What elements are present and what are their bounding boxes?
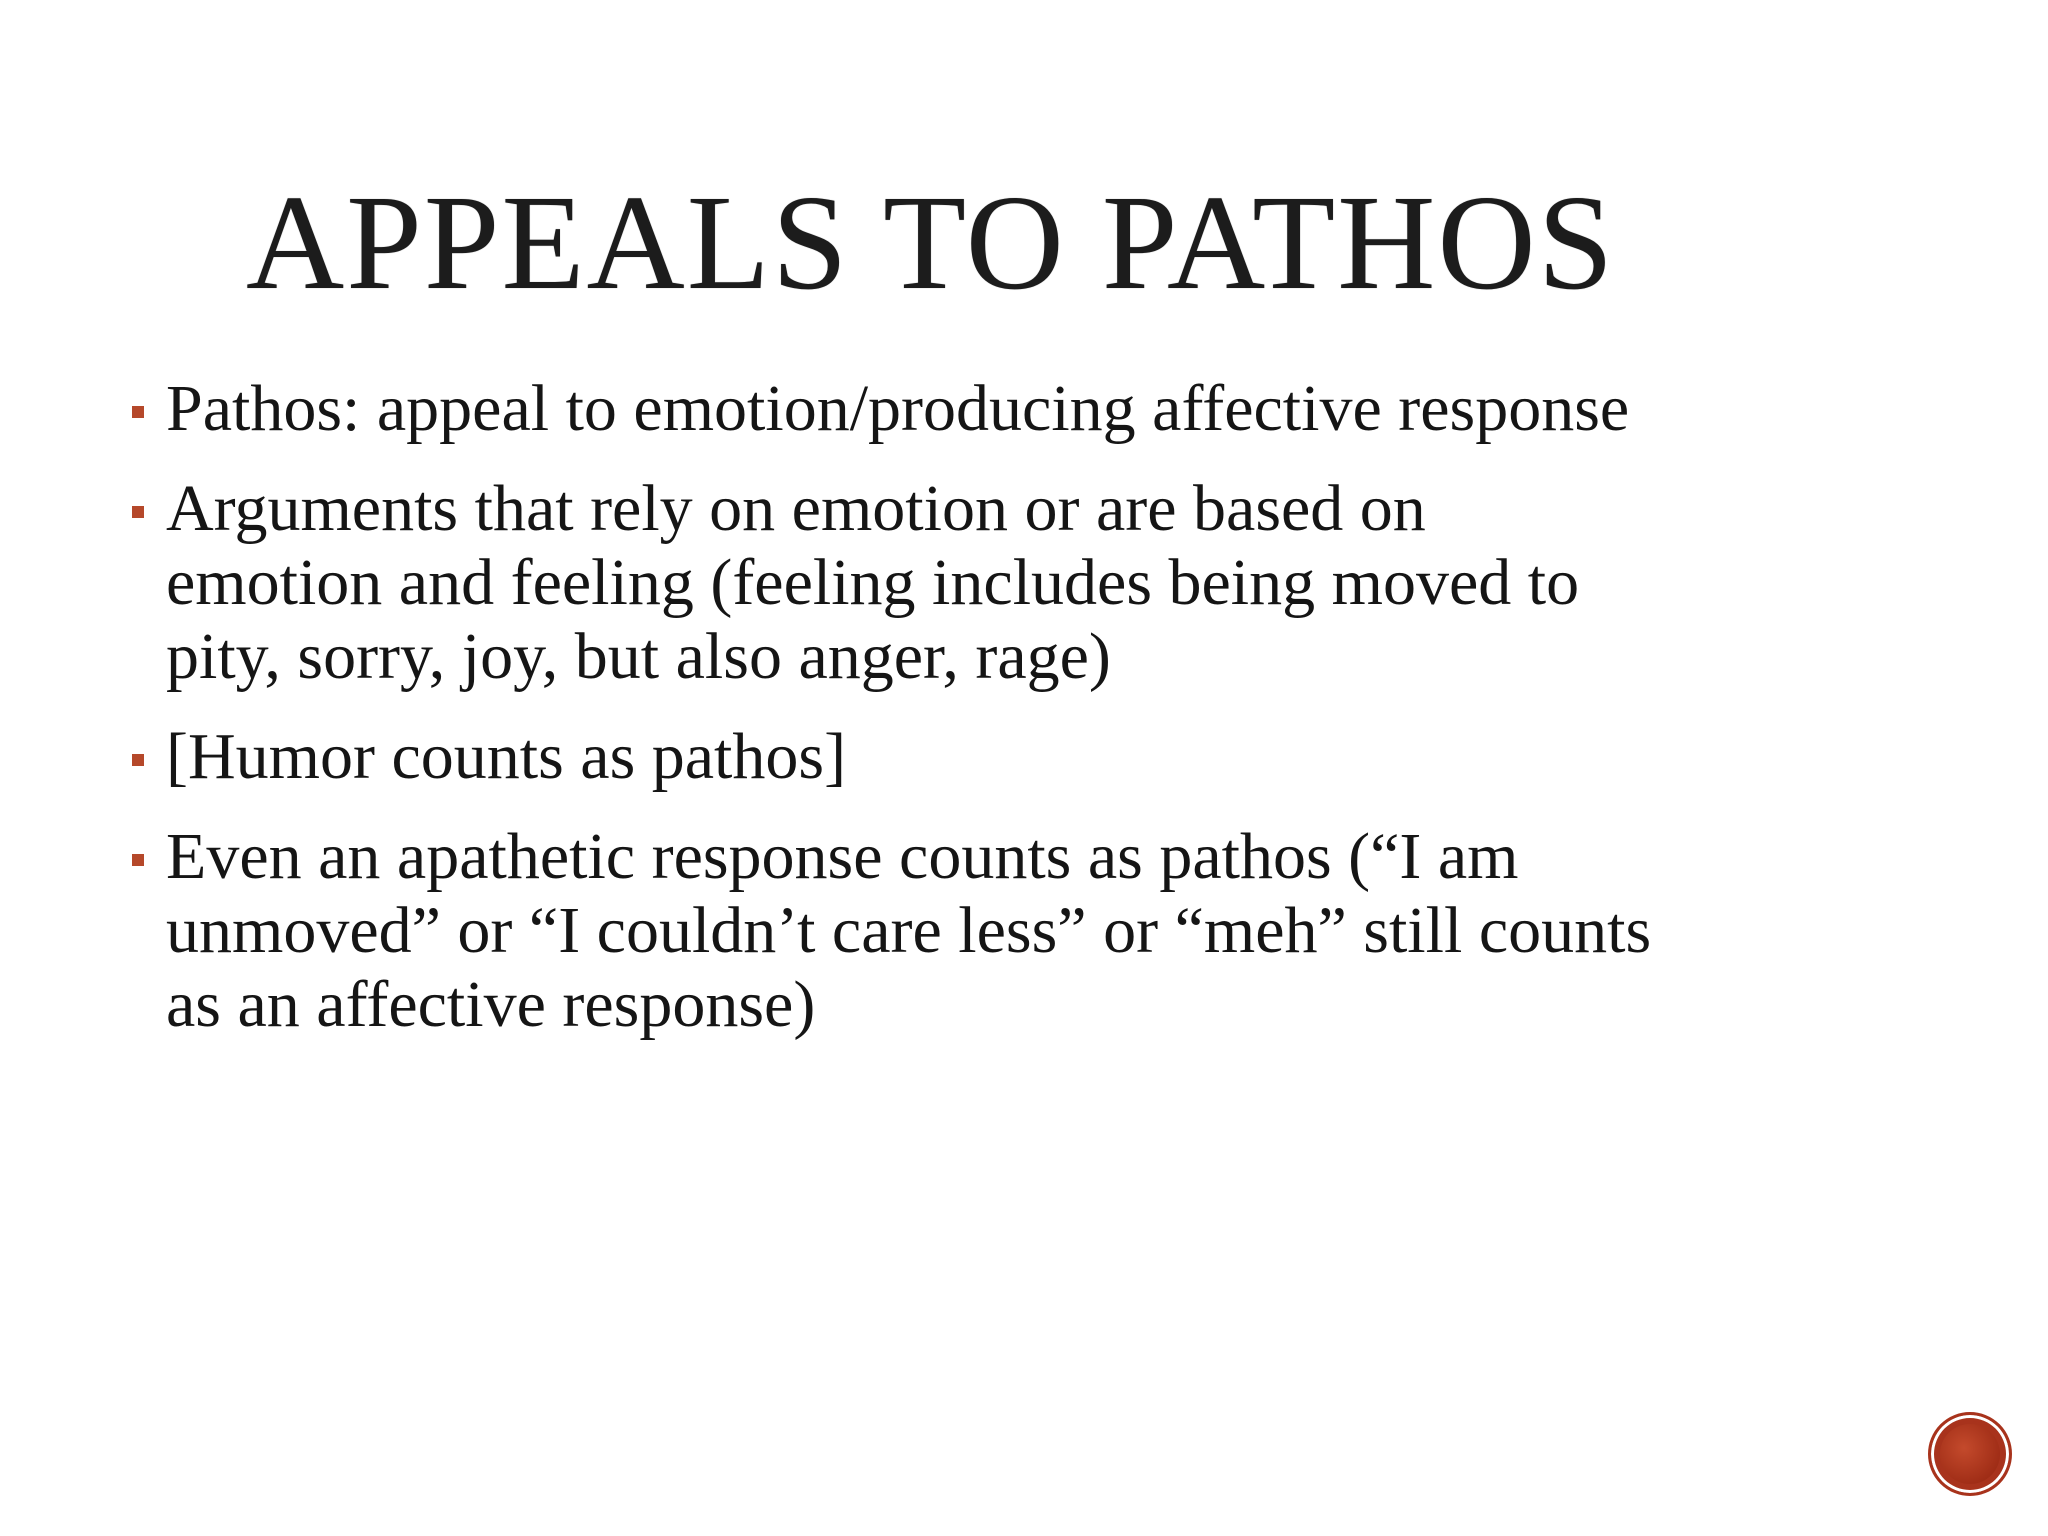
circle-badge-fill [1940, 1424, 2000, 1484]
circle-badge-icon [1928, 1412, 2012, 1496]
square-bullet-icon [132, 506, 144, 518]
bullet-text: Even an apathetic response counts as pathos (“I am unmoved” or “I couldn’t care less” or “meh” still counts as an affective response) [166, 820, 1652, 1041]
bullet-item [128, 372, 1658, 446]
square-bullet-icon [132, 754, 144, 766]
square-bullet-icon [132, 406, 144, 418]
slide-title: APPEALS TO PATHOS [246, 168, 1616, 318]
bullet-item [128, 472, 1658, 694]
bullet-item [128, 720, 1658, 794]
bullet-text: Arguments that rely on emotion or are based on emotion and feeling (feeling includes being moved to pity, sorry, joy, but also anger, rage) [166, 472, 1580, 693]
bullet-text: [Humor counts as pathos] [166, 720, 847, 793]
bullet-item [128, 820, 1658, 1042]
square-bullet-icon [132, 854, 144, 866]
bullet-text: Pathos: appeal to emotion/producing affective response [166, 372, 1630, 445]
bullet-list [128, 372, 1658, 1068]
